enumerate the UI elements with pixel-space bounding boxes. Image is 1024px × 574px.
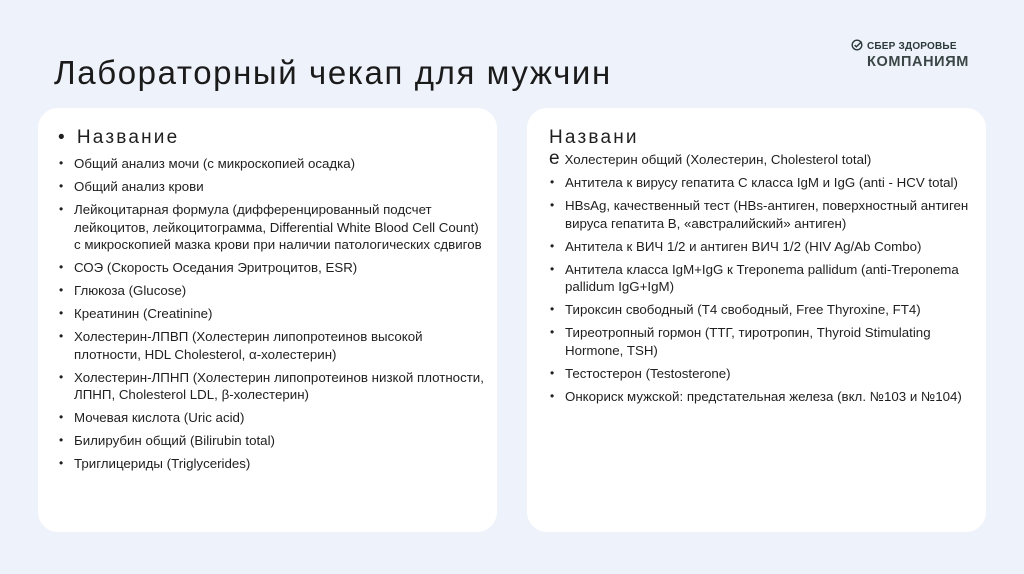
- list-item: • Креатинин (Creatinine): [58, 305, 485, 323]
- list-item: • Антитела к вирусу гепатита С класса IgM и IgG (anti - HCV total): [549, 174, 972, 192]
- list-item: • СОЭ (Скорость Оседания Эритроцитов, ESR): [58, 259, 485, 277]
- logo-line2: КОМПАНИЯМ: [867, 54, 969, 70]
- left-card: [38, 108, 497, 532]
- right-card-first-row: [549, 149, 972, 169]
- list-item: • Тироксин свободный (Т4 свободный, Free Thyroxine, FT4): [549, 301, 972, 319]
- left-card-heading: • Название: [58, 127, 180, 148]
- list-item: • Антитела класса IgM+IgG к Treponema pallidum (anti-Treponema pallidum IgG+IgM): [549, 261, 972, 296]
- right-card: [527, 108, 986, 532]
- list-item: • Холестерин-ЛПВП (Холестерин липопротеинов высокой плотности, HDL Cholesterol, α-холестерин): [58, 328, 485, 363]
- right-card-list: [549, 174, 972, 405]
- list-item: • Лейкоцитарная формула (дифференцированный подсчет лейкоцитов, лейкоцитограмма, Differential White Blood Cell Count) с микроскопией мазка крови при наличии патологических сдвигов: [58, 201, 485, 254]
- brand-logo: [851, 39, 991, 70]
- list-item: Холестерин общий (Холестерин, Cholesterol total): [564, 152, 872, 167]
- list-item: • HBsAg, качественный тест (HBs-антиген, поверхностный антиген вируса гепатита B, «австралийский» антиген): [549, 197, 972, 232]
- list-item: • Общий анализ крови: [58, 178, 485, 196]
- list-item: • Глюкоза (Glucose): [58, 282, 485, 300]
- list-item: • Холестерин-ЛПНП (Холестерин липопротеинов низкой плотности, ЛПНП, Cholesterol LDL, β-холестерин): [58, 369, 485, 404]
- sber-check-icon: [851, 39, 863, 54]
- list-item: • Тестостерон (Testosterone): [549, 365, 972, 383]
- slide-title: Лабораторный чекап для мужчин: [54, 54, 612, 91]
- heading-bullet: •: [58, 127, 67, 148]
- logo-line1: СБЕР ЗДОРОВЬЕ: [867, 41, 957, 52]
- list-item: • Антитела к ВИЧ 1/2 и антиген ВИЧ 1/2 (HIV Ag/Ab Combo): [549, 238, 972, 256]
- list-item: • Мочевая кислота (Uric acid): [58, 409, 485, 427]
- list-item: • Онкориск мужской: предстательная железа (вкл. №103 и №104): [549, 388, 972, 406]
- left-card-list: [58, 155, 485, 473]
- heading-letter: е: [549, 148, 562, 169]
- list-item: • Тиреотропный гормон (ТТГ, тиротропин, Thyroid Stimulating Hormone, TSH): [549, 324, 972, 359]
- list-item: • Триглицериды (Triglycerides): [58, 455, 485, 473]
- list-item: • Билирубин общий (Bilirubin total): [58, 432, 485, 450]
- list-item: • Общий анализ мочи (с микроскопией осадка): [58, 155, 485, 173]
- right-card-heading: Названи: [549, 127, 639, 148]
